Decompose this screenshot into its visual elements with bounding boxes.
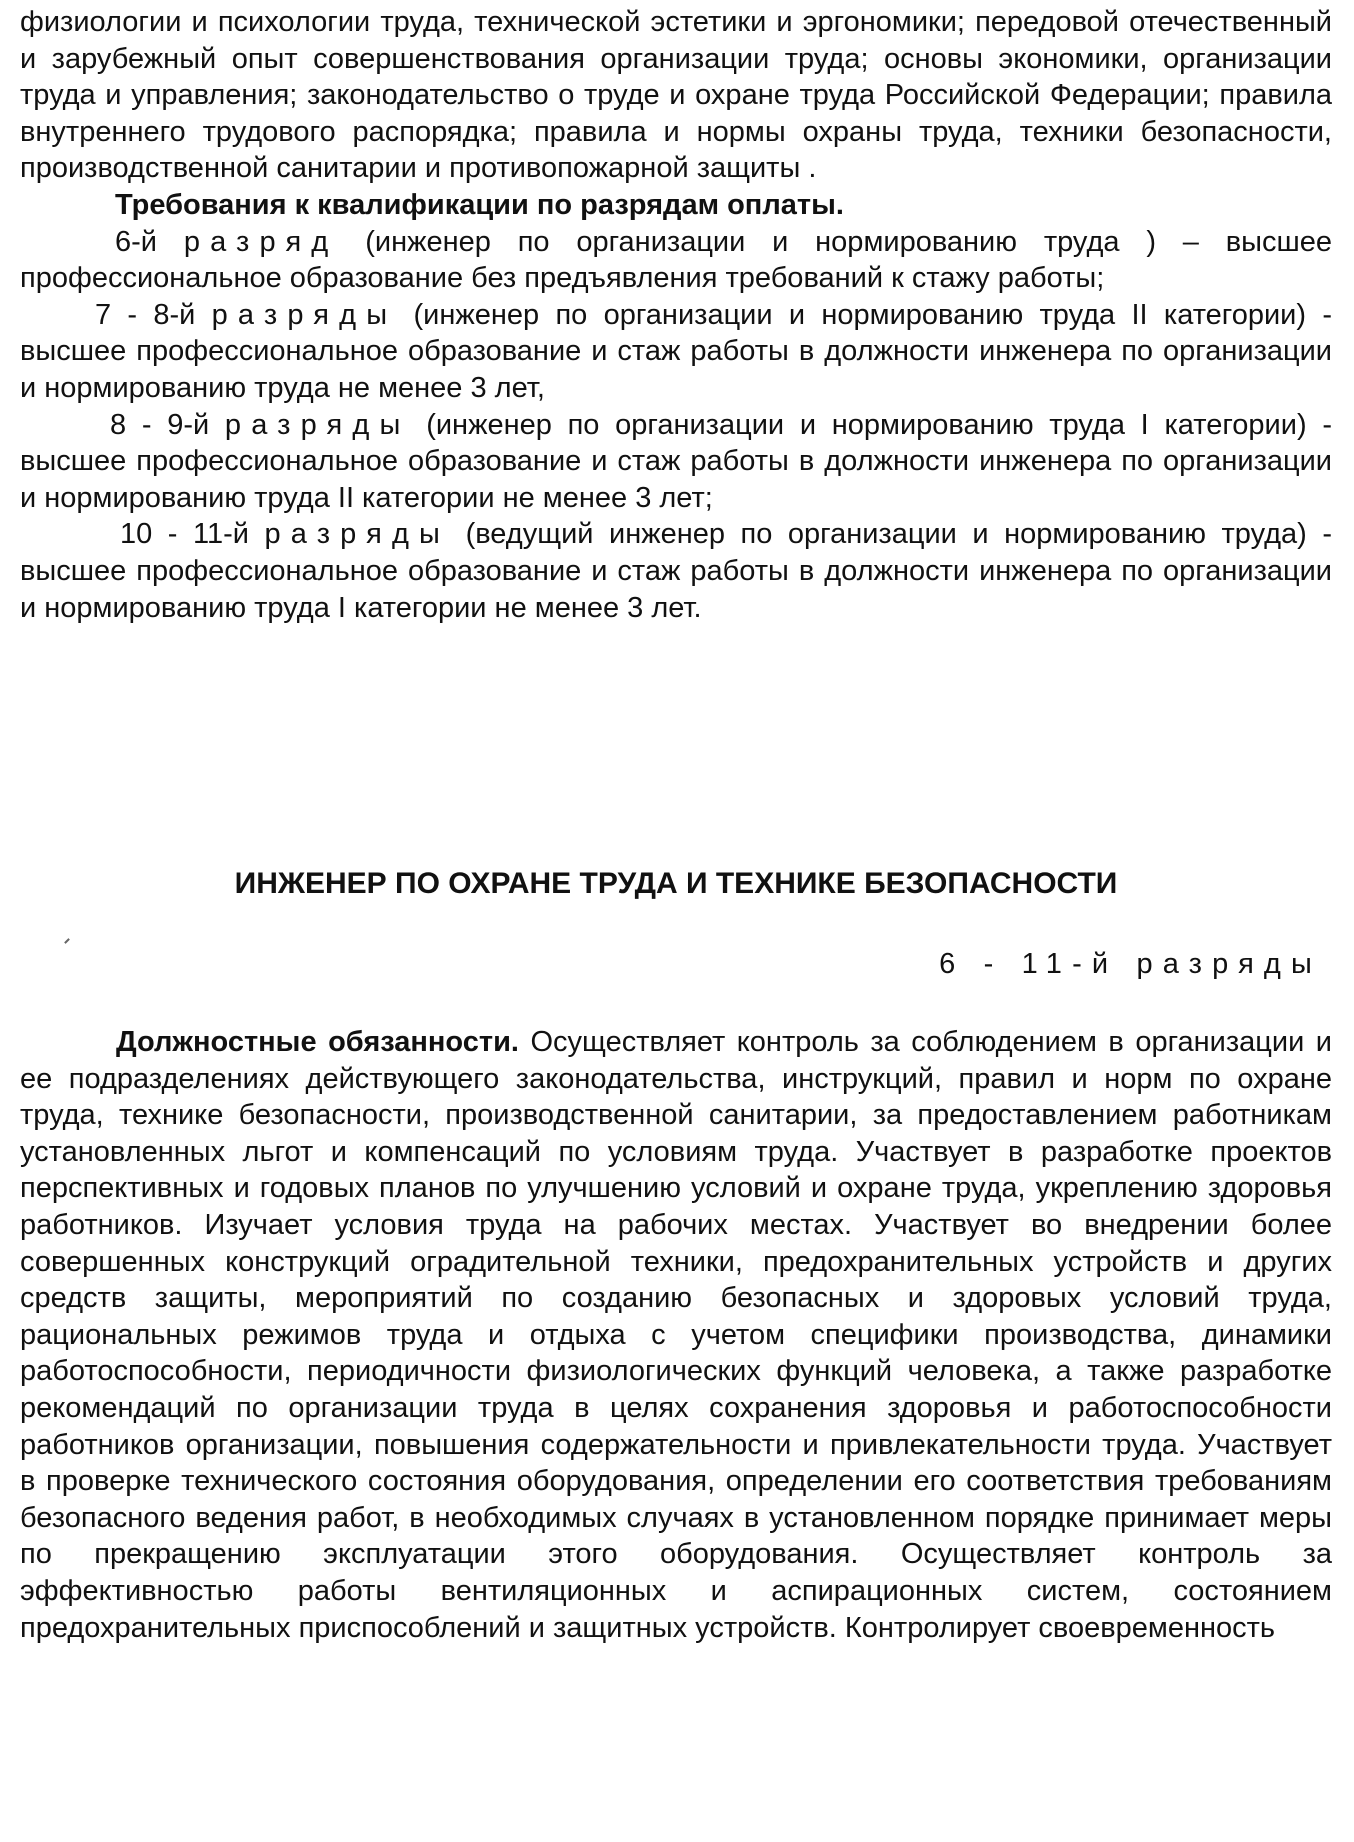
- duties-paragraph: [20, 1024, 1332, 1646]
- grade-word: разряд: [183, 225, 339, 258]
- grade-number: 7 - 8-й: [95, 298, 196, 331]
- grade-text: (ведущий инженер по организации и нормированию труда) - высшее профессиональное образование и стаж работы в должности инженера по организации и нормированию труда I категории не менее 3 лет.: [20, 518, 1332, 624]
- duties-text: Осуществляет контроль за соблюдением в организации и ее подразделениях действующего законодательства, инструкций, правил и норм по охране труда, технике безопасности, производственной санитарии, за предоставлением работникам установленных льгот и компенсаций по условиям труда. Участвует в разработке проектов перспективных и годовых планов по улучшению условий и охране труда, укреплению здоровья работников. Изучает условия труда на рабочих местах. Участвует во внедрении более совершенных конструкций оградительной техники, предохранительных устройств и других средств защиты, мероприятий по созданию безопасных и здоровых условий труда, рациональных режимов труда и отдыха с учетом специфики производства, динамики работоспособности, периодичности физиологических функций человека, а также разработке рекомендаций по организации труда в целях сохранения здоровья и работоспособности работников организации, повышения содержательности и привлекательности труда. Участвует в проверке технического состояния оборудования, определении его соответствия требованиям безопасного ведения работ, в необходимых случаях в установленном порядке принимает меры по прекращению эксплуатации этого оборудования. Осуществляет контроль за эффективностью работы вентиляционных и аспирационных систем, состоянием предохранительных приспособлений и защитных устройств. Контролирует своевременность: [20, 1026, 1332, 1644]
- grade-text: (инженер по организации и нормированию труда II категории) - высшее профессиональное образование и стаж работы в должности инженера по организации и нормированию труда не менее 3 лет,: [20, 298, 1332, 404]
- scan-mark: [64, 938, 70, 944]
- qualification-section: [20, 4, 1332, 626]
- document-page: [20, 0, 1332, 1842]
- knowledge-continuation: физиологии и психологии труда, технической эстетики и эргономики; передовой отечественный и зарубежный опыт совершенствования организации труда; основы экономики, организации труда и управления; законодательство о труде и охране труда Российской Федерации; правила внутреннего трудового распорядка; правила и нормы охраны труда, техники безопасности, производственной санитарии и противопожарной защиты .: [20, 6, 1332, 185]
- grade-number: 6-й: [115, 225, 157, 258]
- grade-word: разряды: [264, 518, 451, 551]
- grade-item: [20, 407, 1332, 517]
- grade-item: [20, 297, 1332, 407]
- grade-item: [20, 516, 1332, 626]
- grade-item: [20, 224, 1332, 297]
- grade-number: 10 - 11-й: [120, 518, 249, 551]
- grade-number: 8 - 9-й: [110, 408, 210, 441]
- duties-section: [20, 1024, 1332, 1646]
- grade-word: разряды: [211, 298, 398, 331]
- grade-word: разряды: [224, 408, 411, 441]
- grade-text: (инженер по организации и нормированию труда ) – высшее профессиональное образование без предъявления требований к стажу работы;: [20, 225, 1333, 295]
- section-title: ИНЖЕНЕР ПО ОХРАНЕ ТРУДА И ТЕХНИКЕ БЕЗОПАСНОСТИ: [234, 867, 1118, 900]
- requirements-heading: Требования к квалификации по разрядам оплаты.: [115, 188, 844, 221]
- grade-range: 6 - 11-й разряды: [939, 948, 1322, 980]
- grade-text: (инженер по организации и нормированию труда I категории) - высшее профессиональное образование и стаж работы в должности инженера по организации и нормированию труда II категории не менее 3 лет;: [20, 408, 1332, 514]
- duties-heading: Должностные обязанности.: [116, 1026, 519, 1058]
